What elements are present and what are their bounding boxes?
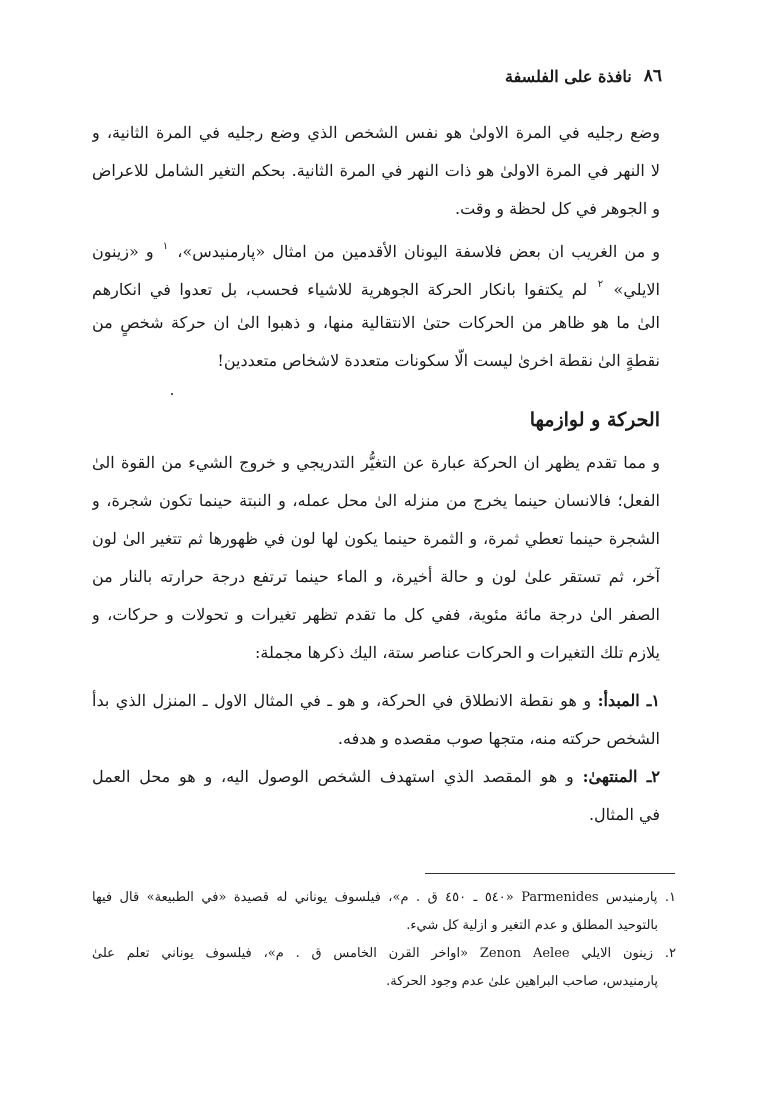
text-span: «٥٤٠ ـ ٤٥٠ ق . م»، فيلسوف يوناني له قصيدة «في الطبيعة» قال فيها <box>92 890 522 905</box>
text-line <box>92 682 660 720</box>
text-line: نقطةٍ الىٰ نقطة اخرىٰ ليست الّا سكونات متعددة لاشخاص متعددين! <box>217 351 660 370</box>
list-item-1 <box>92 682 660 758</box>
text-line: لا النهر في المرة الاولىٰ هو ذات النهر في المرة الثانية. بحكم التغير الشامل للاعراض <box>92 161 660 180</box>
latin-name: Parmenides <box>521 890 599 905</box>
paragraph-3 <box>92 444 660 672</box>
text-line: الشخص حركته منه، متجها صوب مقصده و هدفه. <box>337 729 660 748</box>
running-header <box>106 64 662 88</box>
text-line: في المثال. <box>588 805 660 824</box>
text-span: لم يكتفوا بانكار الحركة الجوهرية للاشياء فحسب، بل تعدوا في انكارهم <box>92 280 596 299</box>
text-line: و الجوهر في كل لحظة و وقت. <box>455 199 660 218</box>
text-span: و «زينون <box>92 242 161 261</box>
text-line: آخر، ثم تستقر علىٰ لون و حالة أخيرة، و الماء حينما ترتفع درجة حرارته بالنار من <box>92 567 660 586</box>
text-span: و هو نقطة الانطلاق في الحركة، و هو ـ في المثال الاول ـ المنزل الذي بدأ <box>92 691 598 710</box>
text-line <box>92 266 660 304</box>
item-lead: ١ـ المبدأ: <box>597 691 660 710</box>
footnote-1-line: بالتوحيد المطلق و عدم التغير و ازلية كل شيء. <box>406 918 658 933</box>
stray-mark <box>171 393 173 395</box>
footnote-ref-1: ١ <box>162 241 169 252</box>
footnote-2-line: پارمنيدس، صاحب البراهين علىٰ عدم وجود الحركة. <box>386 974 658 989</box>
footnote-ref-2: ٢ <box>597 279 604 290</box>
list-item-2 <box>92 758 660 834</box>
footnote-1-line <box>92 884 676 912</box>
text-span: و هو المقصد الذي استهدف الشخص الوصول اليه، و هو محل العمل <box>92 767 583 786</box>
latin-name: Zenon Aelee <box>479 946 570 961</box>
paragraph-1 <box>92 114 660 228</box>
text-span: و من الغريب ان بعض فلاسفة اليونان الأقدمين من امثال «پارمنيدس»، <box>170 242 660 261</box>
section-heading: الحركة و لوازمها <box>529 409 660 431</box>
text-line: الشجرة حينما تعطي ثمرة، و الثمرة حينما يكون لها لون في ظهورها ثم تتغير الىٰ لون <box>92 529 660 548</box>
text-line: الصفر الىٰ درجة مائة مئوية، ففي كل ما تقدم تظهر تغيرات و تحولات و حركات، و <box>92 605 660 624</box>
book-title: نافذة على الفلسفة <box>505 66 632 86</box>
footnote-divider <box>425 873 675 874</box>
text-span: ٢. زينون الايلي <box>569 946 676 961</box>
text-line <box>92 758 660 796</box>
paragraph-2 <box>92 228 660 380</box>
text-line: الىٰ ما هو ظاهر من الحركات حتىٰ الانتقالية منها، و ذهبوا الىٰ ان حركة شخصٍ من <box>92 313 660 332</box>
text-line: وضع رجليه في المرة الاولىٰ هو نفس الشخص الذي وضع رجليه في المرة الثانية، و <box>92 123 660 142</box>
text-line: يلازم تلك التغيرات و الحركات عناصر ستة، اليك ذكرها مجملة: <box>255 643 660 662</box>
item-lead: ٢ـ المنتهىٰ: <box>582 767 660 786</box>
footnotes <box>92 884 676 996</box>
text-span: الايلي» <box>605 280 660 299</box>
text-line <box>92 228 660 266</box>
text-line: الفعل؛ فالانسان حينما يخرج من منزله الىٰ محل عمله، و النبتة حينما تكون شجرة، و <box>92 491 660 510</box>
text-span: ١. پارمنيدس <box>598 890 676 905</box>
page-number: ٨٦ <box>643 66 662 86</box>
text-line: و مما تقدم يظهر ان الحركة عبارة عن التغيُّر التدريجي و خروج الشيء من القوة الىٰ <box>92 453 660 472</box>
text-span: «اواخر القرن الخامس ق . م»، فيلسوف يوناني تعلم علىٰ <box>92 946 480 961</box>
footnote-2-line <box>92 940 676 968</box>
